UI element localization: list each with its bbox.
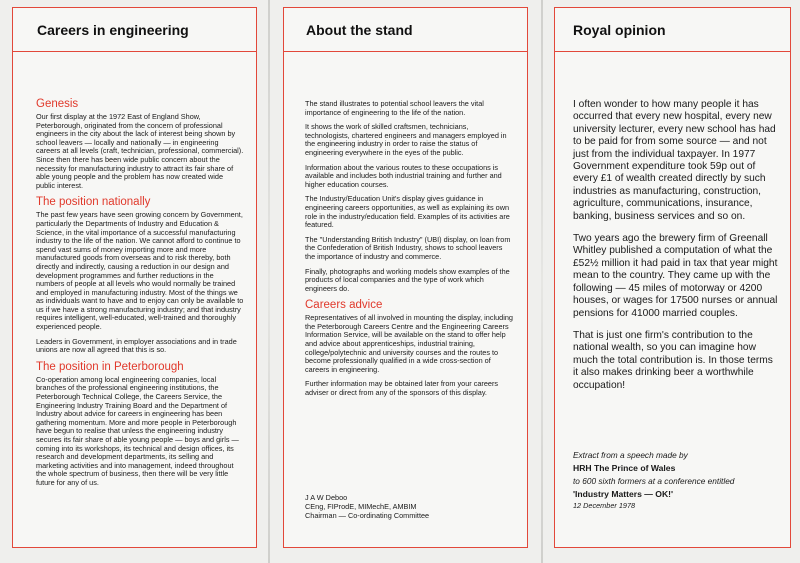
panel-title: Royal opinion — [555, 8, 790, 52]
panel-title: About the stand — [284, 8, 527, 52]
genesis-paragraph: Our first display at the 1972 East of England Show, Peterborough, originated from the concern of professional engineers in the city about the lack of interest being shown by school leavers — locally and nationally — in engineering careers at all levels (craft, technician, professional, commercial). Since then there has been wide public concern about the necessity for manufacturing industry to attract its fair share of able young people and the problem has now created wide public interest. — [36, 112, 244, 190]
stand-paragraph-3: Information about the various routes to these occupations is available and includes both industrial training and further and higher education courses. — [305, 162, 502, 189]
panel-title: Careers in engineering — [13, 8, 256, 52]
panel-body — [573, 99, 778, 402]
nationally-paragraph-1: The past few years have seen growing concern by Government, particularly the Departments of Industry and Education & Science, in the vital importance of a successful manufacturing industry to the life of the nation. We cannot afford to continue to spend vast sums of money importing more and more manufactured goods from overseas and to risk thereby, both directly and indirectly, causing a reduction in our design and development programmes and further reductions in the numbers of people at all levels who would normally be trained and employed in manufacturing industry. Most of the things we as individuals want to have and to enjoy can only be available to us if we have a strong manufacturing industry; and that industry requires intelligent, well-educated, well-trained and thoroughly experienced people. — [36, 210, 244, 332]
credit-conference: 'Industry Matters — OK!' — [573, 489, 674, 499]
section-heading-position-peterborough: The position in Peterborough — [36, 360, 184, 373]
credit-speaker: HRH The Prince of Wales — [573, 463, 676, 473]
signature-block — [305, 494, 429, 520]
signature-qualifications: CEng, FIProdE, MIMechE, AMBIM — [305, 501, 417, 511]
stand-paragraph-4: The Industry/Education Unit's display gives guidance in engineering careers opportunities, as well as explaining its own role in the industry/education field. Examples of its activities are featured. — [305, 194, 510, 230]
royal-paragraph-2: Two years ago the brewery firm of Greenall Whitley published a computation of what the £52½ million it had paid in tax that year might mean to the country. They came up with the following — 45 miles of motorway or 4200 houses, or wages for 17500 nurses or annual pensions for 41000 married couples. — [573, 233, 778, 319]
credit-date: 12 December 1978 — [573, 501, 636, 510]
royal-paragraph-1: I often wonder to how many people it has occurred that every new hospital, every new university lecturer, every new school has had to be paid for from some source — and not just from the individual taxpayer. In 1977 Government expenditure took 59p out of every £1 of wealth created directly by such industries as manufacturing, construction, agriculture, communications, insurance, banking, business services and so on. — [573, 99, 776, 222]
stand-paragraph-5: The "Understanding British Industry" (UBI) display, on loan from the Confederation of British Industry, shows to school leavers the importance of industry and commerce. — [305, 234, 511, 261]
section-heading-genesis: Genesis — [36, 98, 79, 110]
stand-paragraph-1: The stand illustrates to potential school leavers the vital importance of engineering to the life of the nation. — [305, 99, 484, 117]
careers-paragraph-2: Further information may be obtained later from your careers adviser or direct from any of the sponsors of this display. — [305, 379, 499, 398]
signature-name: J A W Deboo — [305, 493, 348, 502]
stand-paragraph-6: Finally, photographs and working models show examples of the products of local companies and the type of work which engineers do. — [305, 266, 510, 293]
stand-paragraph-2: It shows the work of skilled craftsmen, technicians, technologists, chartered engineers and managers employed in the engineering industry in order to raise the status of engineering everywhere in the eyes of the public. — [305, 122, 507, 157]
credit-line-1: Extract from a speech made by — [573, 450, 688, 460]
panel-about-the-stand — [283, 7, 528, 548]
section-heading-position-nationally: The position nationally — [36, 196, 151, 209]
royal-paragraph-3: That is just one firm's contribution to the national wealth, so you can imagine how much the total contribution is. In those terms it also makes drinking beer a worthwhile occupation! — [573, 329, 773, 391]
section-heading-careers-advice: Careers advice — [305, 299, 383, 312]
panel-careers-in-engineering — [12, 7, 257, 548]
careers-paragraph-1: Representatives of all involved in mounting the display, including the Peterborough Careers Centre and the Engineering Careers Information Service, will be available on the stand to offer help and advice about apprenticeships, industrial training, college/polytechnic and university courses and the routes to become professionally qualified in a wide cross-section of careers in engineering. — [305, 313, 513, 374]
credit-line-2: to 600 sixth formers at a conference entitled — [573, 476, 735, 486]
signature-role: Chairman — Co-ordinating Committee — [305, 510, 430, 520]
speech-credit — [573, 451, 780, 510]
panel-body — [36, 98, 244, 494]
panel-royal-opinion — [554, 7, 791, 548]
nationally-paragraph-2: Leaders in Government, in employer associations and in trade unions are now all agreed that this is so. — [36, 336, 237, 355]
peterborough-paragraph: Co-operation among local engineering companies, local branches of the professional engineering institutions, the Peterborough Technical College, the Careers Service, the Engineering Industry Training Board and the Department of Industry about advice for careers in engineering has been gathering momentum. More and more people in Peterborough have begun to realise that unless the engineering industry secures its fair share of able young people — boys and girls — coming into its workshops, its technical and design offices, its research and development departments, its selling and marketing activities and into management, indeed throughout the whole spectrum of business, then there will be very little future for any of us. — [36, 374, 239, 487]
panel-body — [305, 100, 513, 404]
